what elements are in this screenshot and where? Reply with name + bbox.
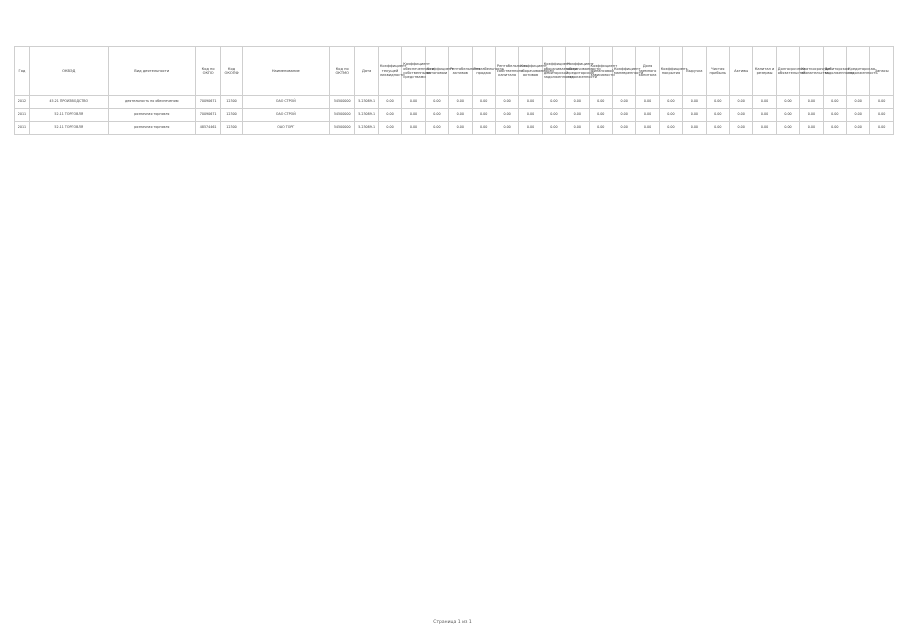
table-cell: 0.00	[776, 108, 799, 121]
table-cell: 0.00	[612, 96, 635, 109]
table-cell: 0.00	[402, 121, 425, 134]
column-header: Код по ОКТМО	[329, 47, 355, 96]
table-cell: 0.00	[870, 96, 894, 109]
table-cell: 0.00	[472, 121, 495, 134]
table-cell: 0.00	[847, 108, 870, 121]
column-header: Запасы	[870, 47, 894, 96]
table-cell: 0.00	[402, 108, 425, 121]
table-cell: 70090671	[195, 108, 221, 121]
column-header: Код ОКОПФ	[221, 47, 242, 96]
table-cell: 0.00	[636, 108, 659, 121]
column-header: Год	[15, 47, 30, 96]
table-cell: 0.00	[566, 121, 589, 134]
column-header: Рентабельность собственного капитала	[495, 47, 518, 96]
column-header: Коэффициент текущей ликвидности	[378, 47, 401, 96]
table-cell: 0.00	[683, 96, 706, 109]
table-cell: ОАО СТРОЙ	[242, 108, 329, 121]
table-cell: 5.23089-1	[355, 121, 378, 134]
column-header: Вид деятельности	[108, 47, 195, 96]
table-cell: 0.00	[706, 121, 729, 134]
table-row	[15, 108, 894, 121]
table-cell: 0.00	[800, 108, 823, 121]
financial-indicators-table	[14, 46, 894, 135]
table-cell: 0.00	[753, 121, 776, 134]
table-cell: 0.00	[402, 96, 425, 109]
table-cell: 0.00	[706, 108, 729, 121]
column-header: Долгосрочные обязательства	[776, 47, 799, 96]
table-cell: 0.00	[449, 108, 472, 121]
table-cell: 48574461	[195, 121, 221, 134]
column-header: Выручка	[683, 47, 706, 96]
column-header: Дата	[355, 47, 378, 96]
table-cell: 0.00	[800, 96, 823, 109]
table-cell: 0.00	[472, 96, 495, 109]
table-cell: 52.11 ТОРГОВЛЯ	[29, 121, 108, 134]
table-cell: 0.00	[823, 108, 846, 121]
table-header-row	[15, 47, 894, 96]
table-cell: 54500000	[329, 121, 355, 134]
column-header: Коэффициент финансовой зависимости	[589, 47, 612, 96]
table-cell: 0.00	[659, 108, 682, 121]
table-cell: 54500000	[329, 108, 355, 121]
table-cell: 0.00	[706, 96, 729, 109]
column-header: Дебиторская задолженность	[823, 47, 846, 96]
table-cell: 0.00	[378, 96, 401, 109]
column-header: Краткосрочные обязательства	[800, 47, 823, 96]
table-cell: 0.00	[659, 96, 682, 109]
table-cell: 0.00	[729, 96, 752, 109]
table-cell: 12300	[221, 121, 242, 134]
table-cell: 0.00	[519, 96, 542, 109]
table-cell: 0.00	[753, 96, 776, 109]
table-cell: 0.00	[729, 121, 752, 134]
table-cell: 0.00	[870, 108, 894, 121]
table-cell: 0.00	[425, 121, 448, 134]
table-cell: 0.00	[378, 121, 401, 134]
table-cell: 0.00	[870, 121, 894, 134]
column-header: Код по ОКПО	[195, 47, 221, 96]
table-cell: 12300	[221, 108, 242, 121]
column-header: Коэффициент автономии	[425, 47, 448, 96]
table-cell: 0.00	[776, 96, 799, 109]
table-cell: 0.00	[683, 121, 706, 134]
table-cell: 0.00	[659, 121, 682, 134]
table-cell: 0.00	[636, 96, 659, 109]
column-header: Коэффициент оборачиваемости дебиторской задолженности	[542, 47, 565, 96]
table-cell: 5.23089-1	[355, 108, 378, 121]
table-cell: 0.00	[542, 121, 565, 134]
table-cell: 0.00	[378, 108, 401, 121]
table-cell: 0.00	[729, 108, 752, 121]
table-cell: розничная торговля	[108, 121, 195, 134]
table-cell: 0.00	[589, 96, 612, 109]
table-cell: 0.00	[425, 108, 448, 121]
table-cell: 0.00	[612, 108, 635, 121]
page-footer: Страница 1 из 1	[433, 620, 472, 625]
column-header: Активы	[729, 47, 752, 96]
table-cell: деятельность по обеспечению	[108, 96, 195, 109]
table-cell: 0.00	[566, 108, 589, 121]
report-sheet	[14, 46, 894, 135]
table-cell: 0.00	[612, 121, 635, 134]
table-cell: 0.00	[449, 96, 472, 109]
column-header: Доля заемного капитала	[636, 47, 659, 96]
column-header: Капитал и резервы	[753, 47, 776, 96]
table-cell: 0.00	[542, 96, 565, 109]
column-header: Коэффициент покрытия	[659, 47, 682, 96]
column-header: Рентабельность продаж	[472, 47, 495, 96]
table-cell: 0.00	[589, 121, 612, 134]
table-cell: 2012	[15, 96, 30, 109]
table-cell: 0.00	[847, 96, 870, 109]
table-cell: 0.00	[542, 108, 565, 121]
table-cell: 2011	[15, 108, 30, 121]
table-cell: 0.00	[566, 96, 589, 109]
table-cell: 0.00	[847, 121, 870, 134]
table-row	[15, 96, 894, 109]
table-cell: 0.00	[425, 96, 448, 109]
table-cell: 0.00	[495, 108, 518, 121]
table-cell: 12300	[221, 96, 242, 109]
table-cell: 0.00	[589, 108, 612, 121]
table-cell: ОАО ТОРГ	[242, 121, 329, 134]
table-cell: 0.00	[495, 96, 518, 109]
column-header: Коэффициент оборачиваемости кредиторской задолженности	[566, 47, 589, 96]
column-header: Коэффициент обеспеченности собственными средствами	[402, 47, 425, 96]
table-cell: 45.21 ПРОИЗВОДСТВО	[29, 96, 108, 109]
table-cell: 54500000	[329, 96, 355, 109]
column-header: Коэффициент оборачиваемости активов	[519, 47, 542, 96]
table-cell: 0.00	[519, 121, 542, 134]
table-cell: 0.00	[753, 108, 776, 121]
table-cell: 0.00	[519, 108, 542, 121]
column-header: Коэффициент маневренности	[612, 47, 635, 96]
table-cell: 0.00	[776, 121, 799, 134]
table-cell: 2011	[15, 121, 30, 134]
column-header: Рентабельность активов	[449, 47, 472, 96]
table-cell: 0.00	[800, 121, 823, 134]
table-cell: 70090671	[195, 96, 221, 109]
table-cell: 0.00	[683, 108, 706, 121]
table-cell: 0.00	[823, 121, 846, 134]
table-cell: ОАО СТРОЙ	[242, 96, 329, 109]
column-header: Чистая прибыль	[706, 47, 729, 96]
table-cell: 0.00	[636, 121, 659, 134]
table-cell: 52.11 ТОРГОВЛЯ	[29, 108, 108, 121]
table-cell: 0.00	[472, 108, 495, 121]
column-header: ОКВЭД	[29, 47, 108, 96]
table-row	[15, 121, 894, 134]
column-header: Кредиторская задолженность	[847, 47, 870, 96]
table-cell: 5.23089-1	[355, 96, 378, 109]
table-cell: 0.00	[449, 121, 472, 134]
table-body	[15, 96, 894, 135]
column-header: Наименование	[242, 47, 329, 96]
table-cell: розничная торговля	[108, 108, 195, 121]
table-cell: 0.00	[495, 121, 518, 134]
table-cell: 0.00	[823, 96, 846, 109]
